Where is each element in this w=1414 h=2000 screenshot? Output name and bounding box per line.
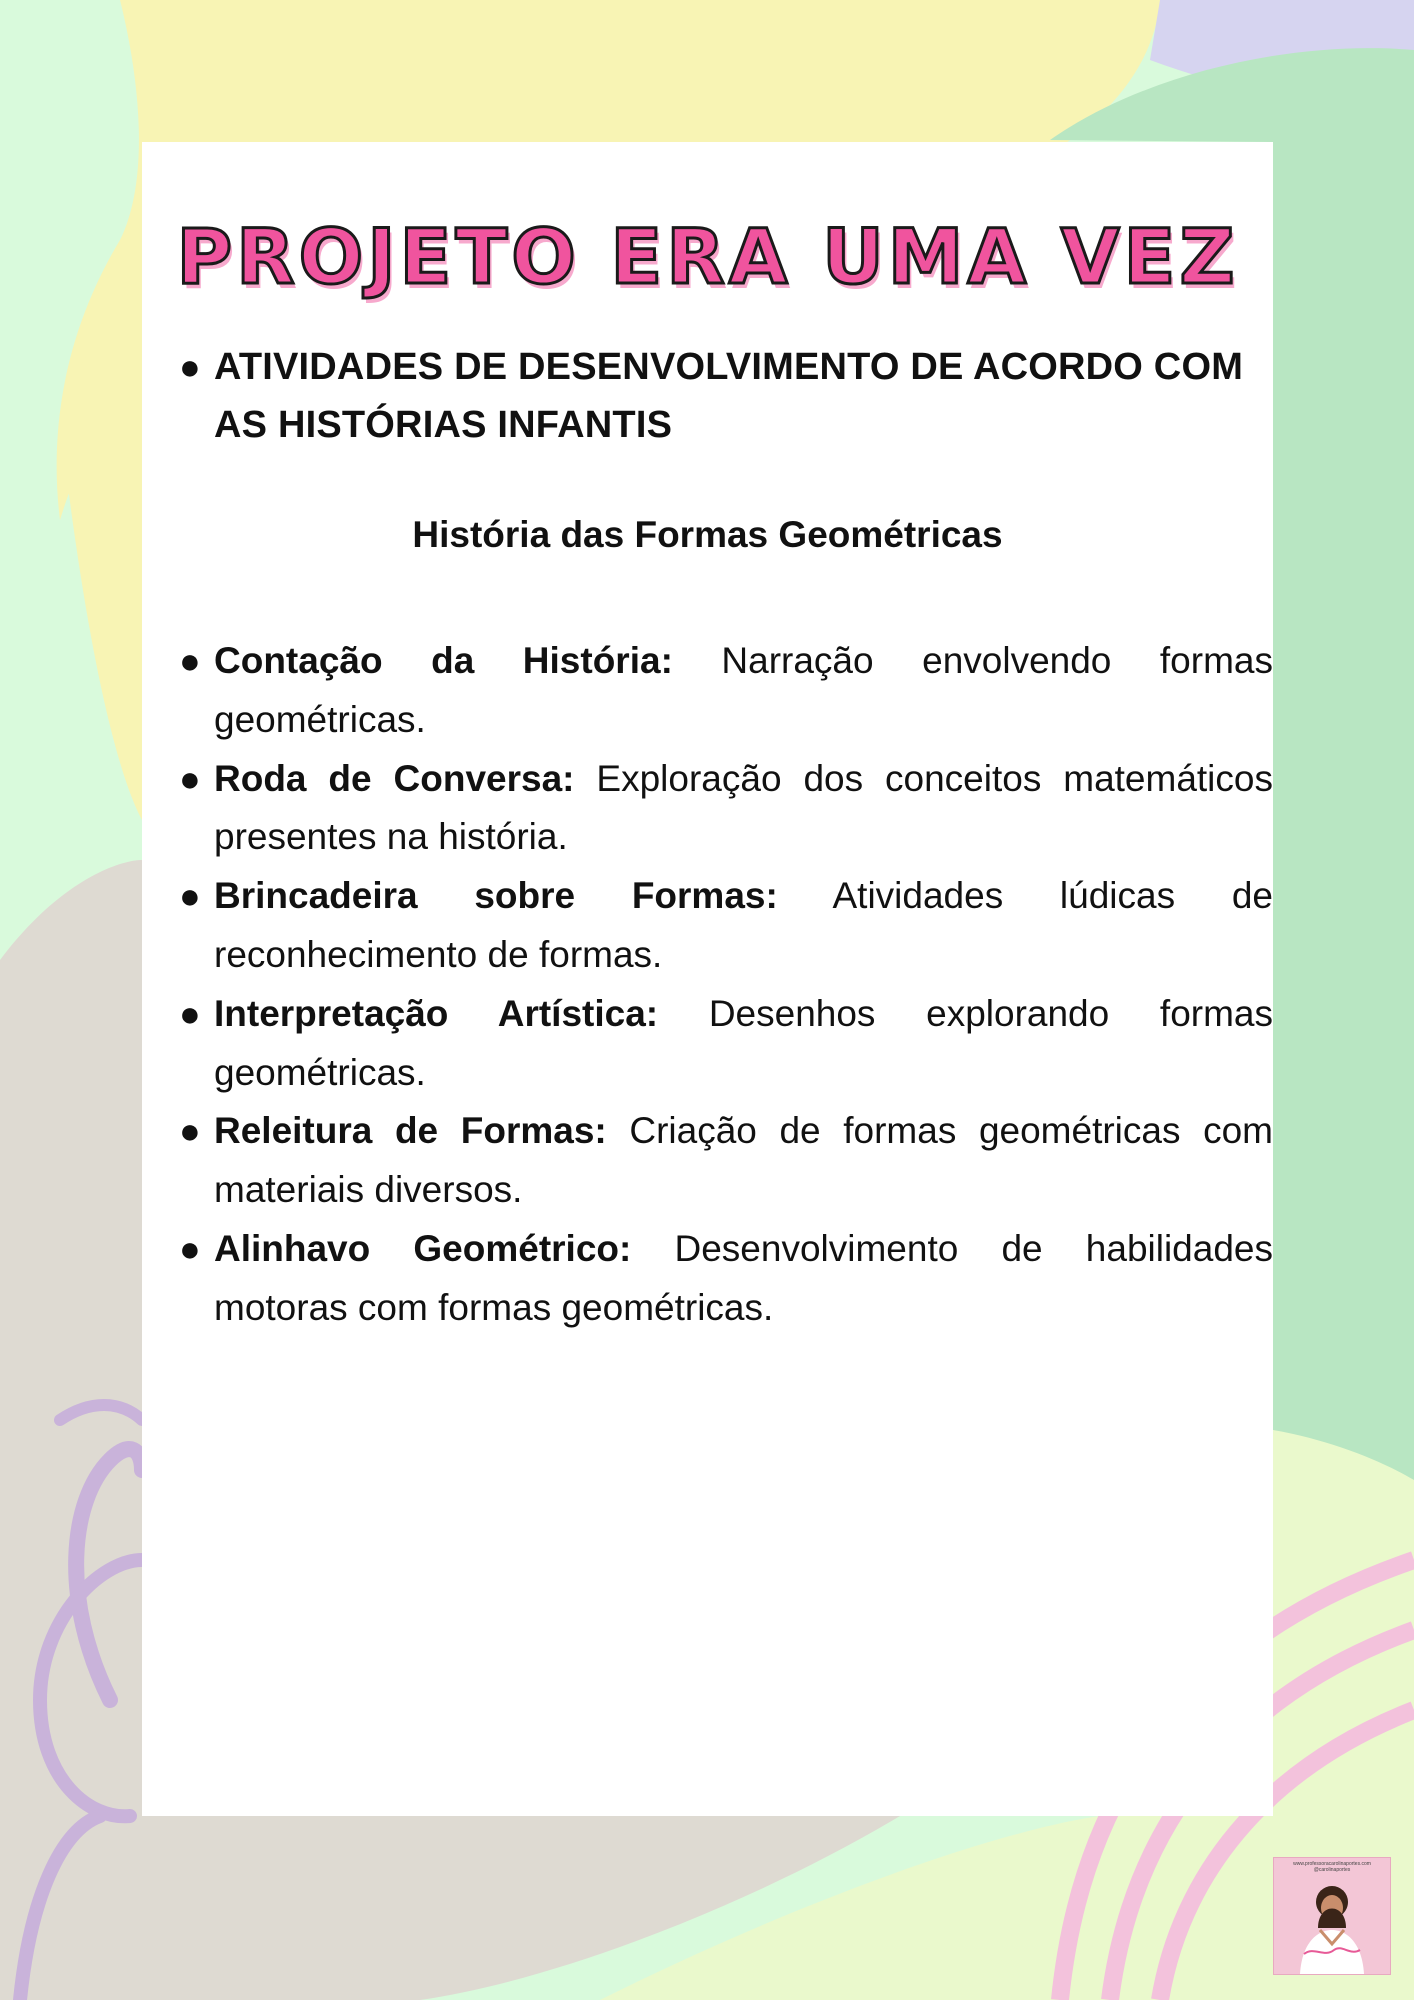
activity-desc: Atividades lúdicas de reconhecimento de formas. [214,875,1273,975]
activity-item [179,632,1273,750]
badge-url: www.professoracarolinaportes.com [1293,1861,1371,1867]
activity-name: Interpretação Artística: [214,992,659,1034]
activity-text [214,632,1273,750]
activity-name: Releitura de Formas: [214,1110,607,1152]
activity-desc: Narração envolvendo formas geométricas. [214,640,1273,740]
bullet-icon: ● [179,992,201,1034]
bullet-icon: ● [179,875,201,917]
badge-handle: @carolinaportes [1313,1867,1351,1873]
activity-text [214,750,1273,868]
activity-desc: Exploração dos conceitos matemáticos presentes na história. [214,757,1273,858]
intro-text: ATIVIDADES DE DESENVOLVIMENTO DE ACORDO COM AS HISTÓRIAS INFANTIS [214,346,1244,446]
author-photo [1274,1858,1390,1974]
activity-item [179,985,1273,1103]
section-subtitle: História das Formas Geométricas [412,514,1003,555]
intro-item [179,338,1274,454]
bullet-icon: ● [179,757,201,799]
activity-item [179,1102,1273,1220]
activity-desc: Criação de formas geométricas com materiais diversos. [214,1110,1273,1211]
intro-list [179,338,1274,454]
activity-name: Brincadeira sobre Formas: [214,875,778,917]
activity-desc: Desenvolvimento de habilidades motoras com formas geométricas. [214,1227,1273,1328]
activity-text [214,985,1273,1103]
activity-name: Alinhavo Geométrico: [214,1227,632,1269]
activity-text [214,867,1273,985]
activity-name: Roda de Conversa: [214,757,575,799]
activity-item [179,1220,1273,1338]
activity-list [179,632,1273,1338]
activity-desc: Desenhos explorando formas geométricas. [214,992,1273,1093]
activity-item [179,750,1273,868]
activity-text [214,1220,1273,1338]
author-badge [1273,1857,1391,1975]
activity-item [179,867,1273,985]
content-card [142,142,1273,1816]
bullet-icon: ● [179,640,201,681]
bullet-icon: ● [179,1110,201,1152]
bullet-icon: ● [179,346,201,387]
activity-name: Contação da História: [214,640,673,681]
bullet-icon: ● [179,1227,201,1269]
activity-text [214,1102,1273,1220]
page-title: PROJETO ERA UMA VEZ [176,212,1239,301]
